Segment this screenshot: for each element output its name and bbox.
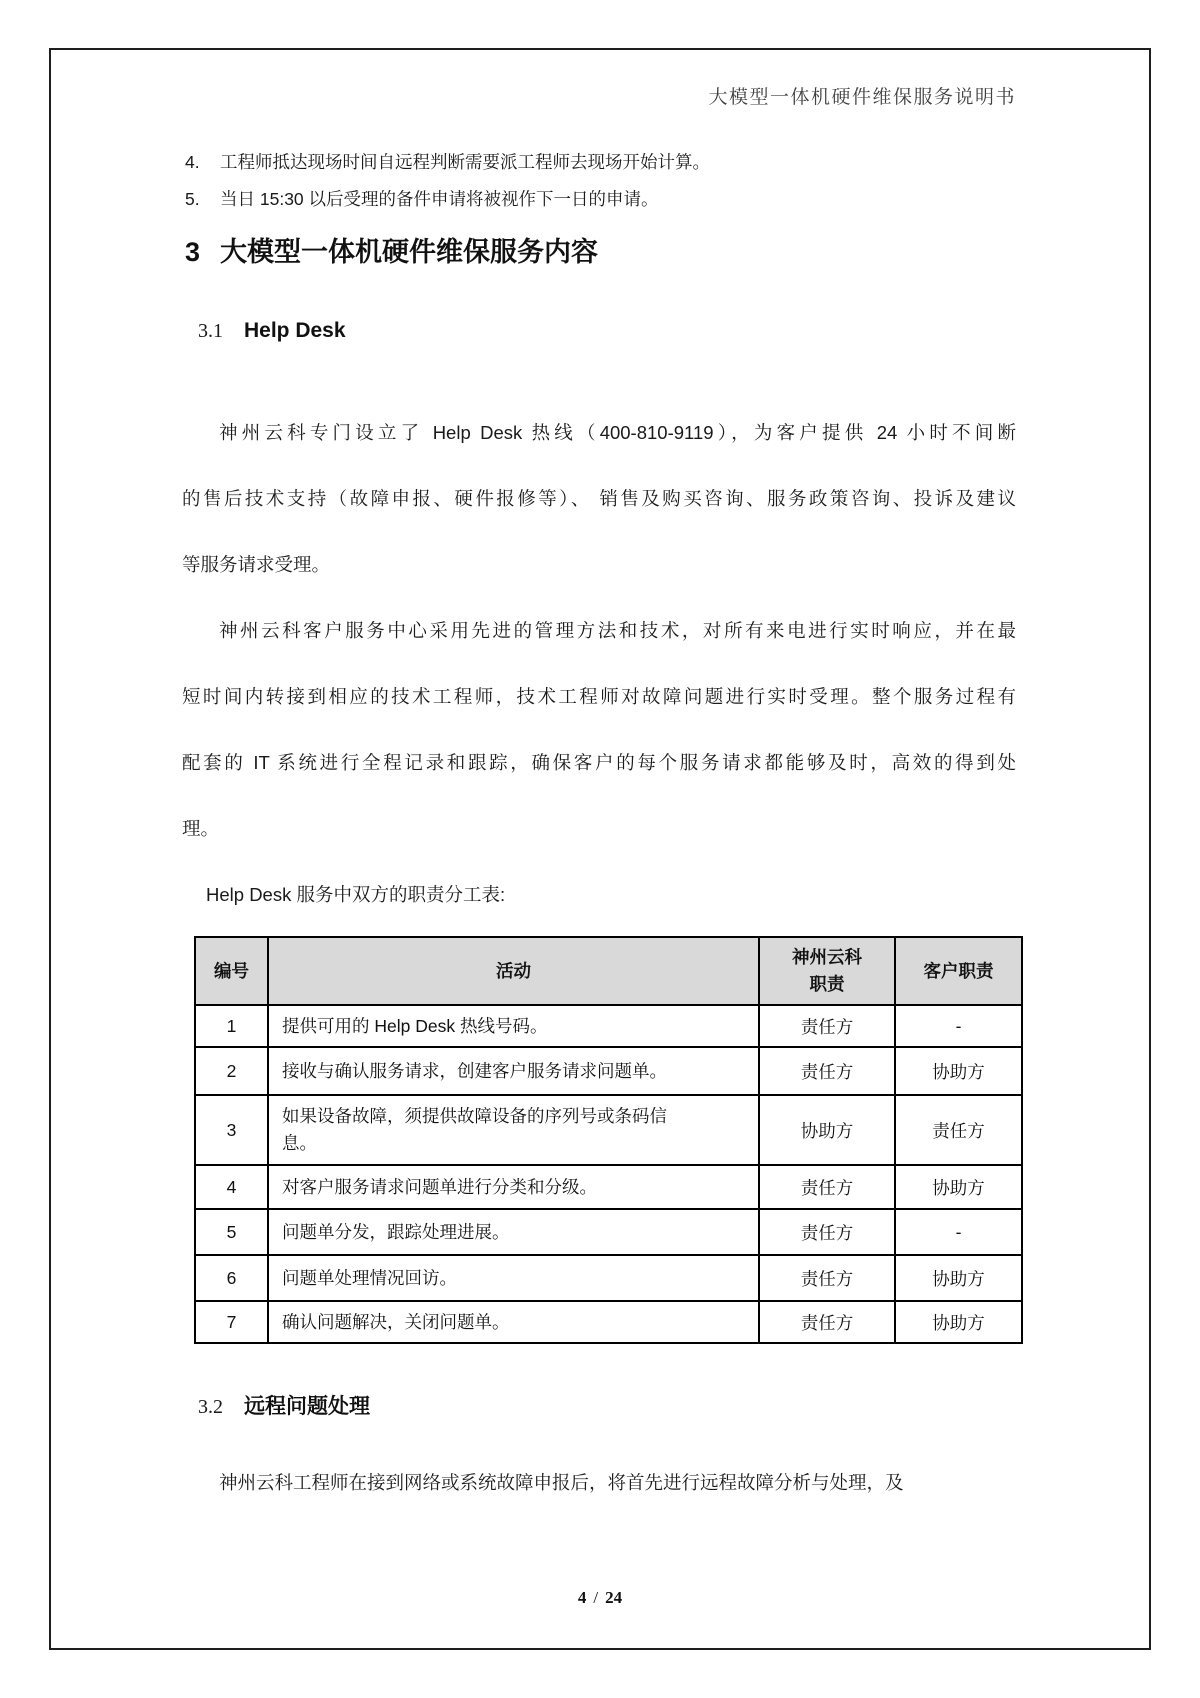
activity-cell: 问题单分发，跟踪处理进展。 — [268, 1209, 759, 1255]
vendor-role-cell: 协助方 — [759, 1095, 895, 1165]
list-item-text: 工程师抵达现场时间自远程判断需要派工程师去现场开始计算。 — [220, 152, 710, 172]
header-title: 大模型一体机硬件维保服务说明书 — [708, 87, 1016, 108]
vendor-role-cell: 责任方 — [759, 1209, 895, 1255]
customer-role-cell: - — [895, 1005, 1022, 1047]
activity-line: 如果设备故障，须提供故障设备的序列号或条码信 — [282, 1106, 667, 1126]
paragraph-line: 神州云科专门设立了 Help Desk 热线（400-810-9119），为客户提供 24 小时不间断 — [219, 422, 1016, 443]
header-label: 神州云科 — [792, 947, 862, 967]
list-item-number: 5. — [185, 189, 200, 209]
header-cell-activity — [268, 937, 759, 1005]
table-row — [195, 1301, 1022, 1343]
table-row — [195, 1047, 1022, 1095]
section-title: Help Desk — [244, 319, 346, 342]
header-cell-number — [195, 937, 268, 1005]
customer-role-cell: 协助方 — [895, 1165, 1022, 1209]
paragraph-line: 神州云科客户服务中心采用先进的管理方法和技术，对所有来电进行实时响应，并在最 — [219, 620, 1016, 641]
activity-cell: 问题单处理情况回访。 — [268, 1255, 759, 1301]
table-row — [195, 1255, 1022, 1301]
list-item — [185, 150, 1016, 174]
header-label: 客户职责 — [923, 960, 994, 981]
page-footer — [51, 1588, 1149, 1608]
vendor-role-cell: 责任方 — [759, 1005, 895, 1047]
section-3-heading — [182, 234, 1016, 270]
header-label: 职责 — [809, 974, 845, 994]
row-number-cell: 2 — [195, 1047, 268, 1095]
activity-cell: 提供可用的 Help Desk 热线号码。 — [268, 1005, 759, 1047]
paragraph-line: 等服务请求受理。 — [182, 554, 331, 575]
header-cell-customer-role — [895, 937, 1022, 1005]
section-3-2-heading — [182, 1392, 1016, 1422]
section-number: 3.2 — [198, 1396, 223, 1418]
vendor-role-cell: 责任方 — [759, 1165, 895, 1209]
responsibility-table — [194, 936, 1023, 1344]
customer-role-cell: 协助方 — [895, 1047, 1022, 1095]
activity-line: 息。 — [282, 1133, 317, 1153]
page-separator: / — [593, 1588, 599, 1607]
section-number: 3.1 — [198, 320, 223, 342]
activity-cell: 确认问题解决，关闭问题单。 — [268, 1301, 759, 1343]
row-number-cell: 5 — [195, 1209, 268, 1255]
page-content — [51, 86, 1149, 1496]
activity-cell — [268, 1095, 759, 1165]
paragraph-line: 配套的 IT 系统进行全程记录和跟踪，确保客户的每个服务请求都能够及时，高效的得到处 — [182, 752, 1016, 773]
activity-cell: 对客户服务请求问题单进行分类和分级。 — [268, 1165, 759, 1209]
document-page — [49, 48, 1151, 1650]
section-3-1-heading — [182, 316, 1016, 346]
vendor-role-cell: 责任方 — [759, 1255, 895, 1301]
list-item-text: 当日 15:30 以后受理的备件申请将被视作下一日的申请。 — [220, 189, 659, 209]
vendor-role-cell: 责任方 — [759, 1047, 895, 1095]
table-row — [195, 1005, 1022, 1047]
customer-role-cell: - — [895, 1209, 1022, 1255]
body-paragraphs — [182, 400, 1016, 928]
row-number-cell: 1 — [195, 1005, 268, 1047]
list-item-number: 4. — [185, 152, 200, 172]
customer-role-cell: 协助方 — [895, 1255, 1022, 1301]
table-row — [195, 1165, 1022, 1209]
customer-role-cell: 协助方 — [895, 1301, 1022, 1343]
responsibility-table-body — [195, 1005, 1022, 1343]
header-cell-vendor-role — [759, 937, 895, 1005]
table-intro-line: Help Desk 服务中双方的职责分工表: — [206, 884, 506, 905]
row-number-cell: 4 — [195, 1165, 268, 1209]
section-title: 大模型一体机硬件维保服务内容 — [220, 237, 598, 267]
row-number-cell: 6 — [195, 1255, 268, 1301]
section-title: 远程问题处理 — [244, 1395, 370, 1418]
page-header — [182, 86, 1016, 110]
table-row — [195, 1095, 1022, 1165]
header-label: 编号 — [214, 960, 249, 981]
table-row — [195, 1209, 1022, 1255]
list-item — [185, 187, 1016, 211]
current-page-number: 4 — [577, 1588, 587, 1607]
total-page-count: 24 — [605, 1588, 623, 1607]
header-label: 活动 — [496, 960, 531, 981]
table-header-row — [195, 937, 1022, 1005]
table-header — [195, 937, 1022, 1005]
customer-role-cell: 责任方 — [895, 1095, 1022, 1165]
paragraph-line: 短时间内转接到相应的技术工程师，技术工程师对故障问题进行实时受理。整个服务过程有 — [182, 686, 1016, 707]
row-number-cell: 3 — [195, 1095, 268, 1165]
paragraph-line: 的售后技术支持（故障申报、硬件报修等）、 销售及购买咨询、服务政策咨询、投诉及建议 — [182, 488, 1016, 509]
paragraph-line: 理。 — [182, 818, 220, 839]
vendor-role-cell: 责任方 — [759, 1301, 895, 1343]
numbered-list — [182, 150, 1016, 211]
row-number-cell: 7 — [195, 1301, 268, 1343]
paragraph-line: 神州云科工程师在接到网络或系统故障申报后，将首先进行远程故障分析与处理，及 — [219, 1472, 904, 1493]
section-number: 3 — [185, 237, 201, 267]
activity-cell: 接收与确认服务请求，创建客户服务请求问题单。 — [268, 1047, 759, 1095]
